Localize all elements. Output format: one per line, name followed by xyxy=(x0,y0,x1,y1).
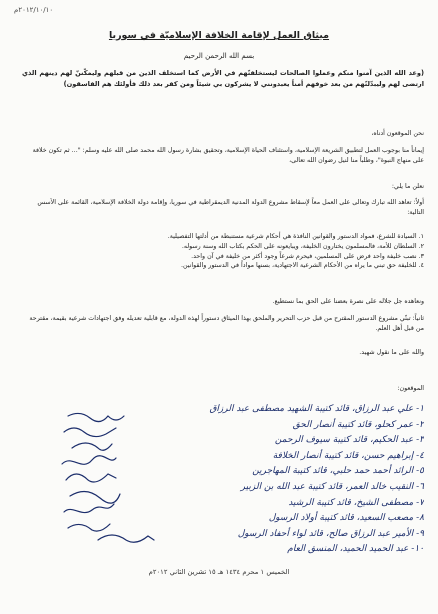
handwritten-signatures xyxy=(58,408,288,553)
signatory-line: ٦- النقيب خالد العمر، قائد كتيبة عبد الله بن الزبير xyxy=(240,481,424,492)
principles-list xyxy=(22,232,424,271)
signature-stroke xyxy=(68,413,124,421)
signatories-heading: الموقعون: xyxy=(397,385,424,392)
clause-second: ثانياً: تبنّي مشروع الدستور المقترح من قبل حزب التحرير والملحق بهذا الميثاق دستوراً لهذه الدولة، مع قابلية تعديله وفق اجتهادات شرعية بقيمة، مقترحة من قبل أهل العلم. xyxy=(29,315,424,332)
principle-item: ٤. للخليفة حق تبني ما يراه من الأحكام الشرعية الاجتهادية، بسنها مواداً في الدستور والقوانين. xyxy=(180,262,424,270)
document-date: ٢٠١٢/١٠/١٠م xyxy=(14,6,54,14)
signature-stroke xyxy=(70,491,120,503)
signatory-line: ٣- عبد الحكيم، قائد كتيبة سيوف الرحمن xyxy=(274,435,424,446)
signature-stroke xyxy=(62,456,116,465)
principle-item: ٣. نصب خليفة واحد فرض على المسلمين، فيحرم شرعاً وجود أكثر من خليفة في آن واحد. xyxy=(191,252,424,260)
covenant-line: ونعاهده جل جلاله على نصرة بعضنا على الحق بما نستطيع. xyxy=(272,298,424,305)
signatory-line: ٤- إبراهيم حسن، قائد كتيبة أنصار الخلافة xyxy=(272,450,424,461)
signature-stroke xyxy=(64,428,116,437)
document-title: ميثاق العمل لإقامة الخلافة الإسلاميّة في سوريا xyxy=(108,30,330,41)
signatory-line: ١٠- عبد الحميد الحميد، المنسق العام xyxy=(287,544,424,555)
signature-stroke xyxy=(66,474,116,482)
clause-first: أولاً: تعاهد الله تبارك وتعالى على العمل معاً لإسقاط مشروع الدولة المدنية الديمقراطية في سوريا، وإقامة دولة الخلافة الإسلامية، القائمة على الأسس التالية: xyxy=(37,199,424,216)
basmala: بسم الله الرحمن الرحيم xyxy=(183,52,255,60)
signature-stroke xyxy=(68,524,110,531)
signatory-line: ٩- الأمير عبد الرزاق صالح، قائد لواء أحفاد الرسول xyxy=(237,528,424,539)
signatory-line: ٨- مصعب السعيد، قائد كتيبة أولاد الرسول xyxy=(268,513,424,524)
closing-line: والله على ما نقول شهيد. xyxy=(359,349,424,356)
intro-we: نحن الموقعون أدناه، xyxy=(371,130,424,137)
quran-verse: (وعد الله الذين آمنوا منكم وعملوا الصالحات ليستخلفنّهم في الأرض كما استخلف الذين من قبلهم وليمكّننّ لهم دينهم الذي ارتضى لهم وليبدّلنّهم من بعد خوفهم أمناً يعبدونني لا يشركون بي شيئاً ومن كفر بعد ذلك فأولئك هم الفاسقون) xyxy=(22,69,424,88)
signatory-line: ١- علي عبد الرزاق، قائد كتيبة الشهيد مصطفى عبد الرزاق xyxy=(209,404,424,414)
signatory-line: ٧- مصطفى الشيخ، قائد كتيبة الرشيد xyxy=(288,497,424,508)
intro-announce: نعلن ما يلي: xyxy=(391,183,424,190)
principle-item: ١. السيادة للشرع، فمواد الدستور والقوانين النافذة هي أحكام شرعية مستنبطة من أدلتها التفصيلية. xyxy=(167,233,424,240)
signature-stroke xyxy=(64,504,114,513)
signatory-line: ٥- الرائد أحمد حمد حلبي، قائد كتيبة المهاجرين xyxy=(252,466,424,477)
footer-date: الخميس ١ محرم ١٤٣٤ هـ ١٥ تشرين الثاني ٢٠١٢م xyxy=(148,568,290,576)
signature-stroke xyxy=(98,535,154,542)
principle-item: ٢. السلطان للأمة، فالمسلمون يختارون الخليفة، ويبايعونه على الحكم بكتاب الله وسنة رسوله. xyxy=(181,242,424,250)
intro-paragraph: إيماناً منا بوجوب العمل لتطبيق الشريعة الإسلامية، واستئناف الحياة الإسلامية، وتحقيق بشارة رسول الله محمد صلى الله عليه وسلم: "... ثم تكون خلافة على منهاج النبوة"، وطلباً منا لنيل رضوان الله تعالى، xyxy=(32,147,424,164)
signature-stroke xyxy=(72,443,112,450)
signatory-line: ٢- عمر كحلو، قائد كتيبة أنصار الحق xyxy=(292,419,424,430)
